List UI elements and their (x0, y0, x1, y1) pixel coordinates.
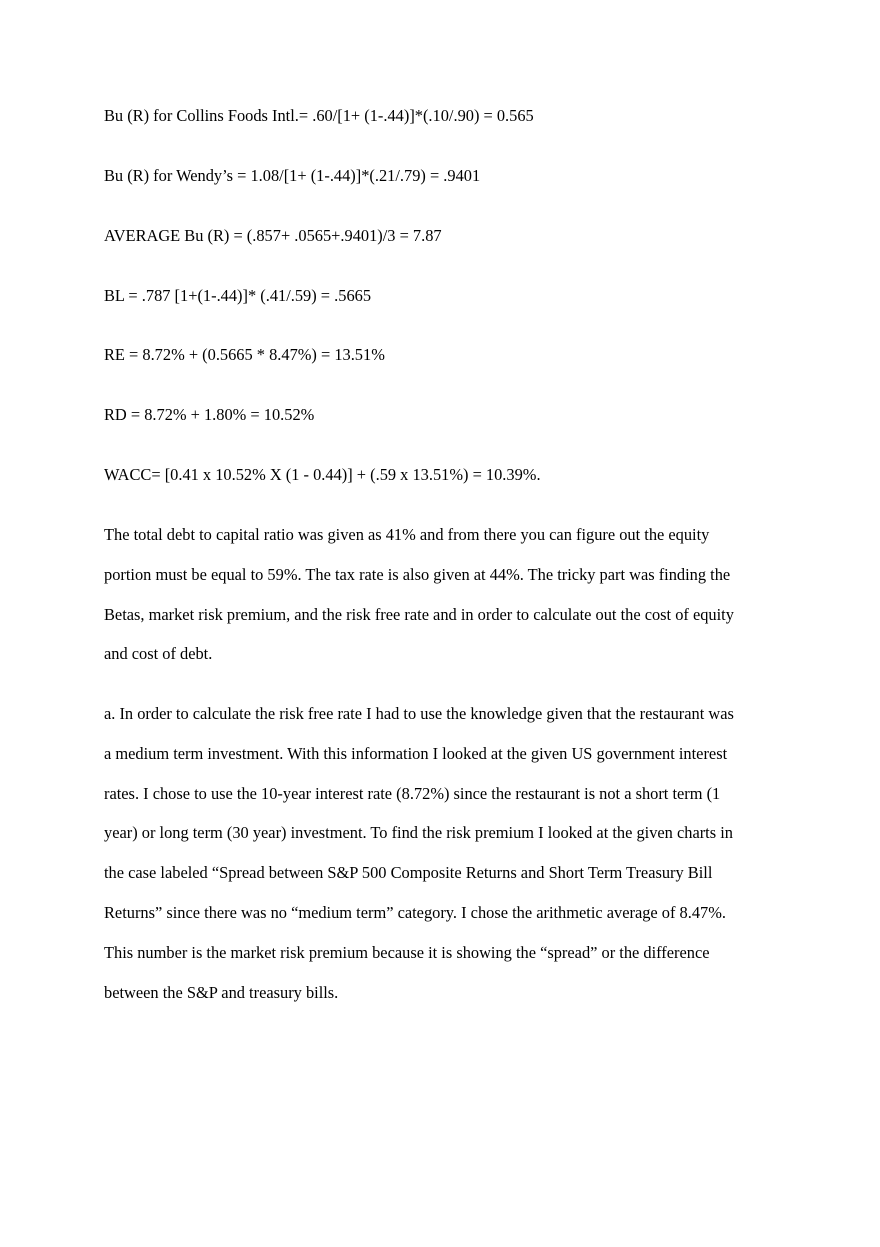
paragraph-line: a. In order to calculate the risk free rate I had to use the knowledge given that the restaurant was (104, 704, 734, 723)
equation-bu-wendys: Bu (R) for Wendy’s = 1.08/[1+ (1-.44)]*(.21/.79) = .9401 (104, 166, 481, 185)
equation-wacc: WACC= [0.41 x 10.52% X (1 - 0.44)] + (.59 x 13.51%) = 10.39%. (104, 465, 541, 484)
paragraph-line: rates. I chose to use the 10-year interest rate (8.72%) since the restaurant is not a short term (1 (104, 783, 721, 803)
paragraph-line: The total debt to capital ratio was given as 41% and from there you can figure out the equity (104, 525, 710, 544)
paragraph-line: portion must be equal to 59%. The tax rate is also given at 44%. The tricky part was finding the (104, 564, 731, 584)
equation-cost-of-equity: RE = 8.72% + (0.5665 * 8.47%) = 13.51% (104, 345, 385, 364)
paragraph-line: year) or long term (30 year) investment. To find the risk premium I looked at the given charts in (104, 823, 733, 843)
equation-bu-collins-foods: Bu (R) for Collins Foods Intl.= .60/[1+ (1-.44)]*(.10/.90) = 0.565 (104, 106, 534, 125)
paragraph-line: This number is the market risk premium because it is showing the “spread” or the difference (104, 942, 710, 962)
paragraph-line: and cost of debt. (104, 644, 213, 664)
paragraph-risk-free-rate (104, 704, 784, 1022)
paragraph-line: Returns” since there was no “medium term” category. I chose the arithmetic average of 8.47%. (104, 902, 726, 922)
equation-levered-beta: BL = .787 [1+(1-.44)]* (.41/.59) = .5665 (104, 286, 372, 305)
equation-cost-of-debt: RD = 8.72% + 1.80% = 10.52% (104, 405, 315, 424)
paragraph-line: the case labeled “Spread between S&P 500 Composite Returns and Short Term Treasury Bill (104, 863, 713, 883)
paragraph-line: a medium term investment. With this information I looked at the given US government interest (104, 743, 728, 763)
paragraph-line: Betas, market risk premium, and the risk free rate and in order to calculate out the cost of equity (104, 604, 734, 624)
paragraph-line: between the S&P and treasury bills. (104, 982, 339, 1002)
paragraph-capital-structure (104, 525, 784, 684)
equation-average-bu: AVERAGE Bu (R) = (.857+ .0565+.9401)/3 = 7.87 (104, 226, 442, 245)
